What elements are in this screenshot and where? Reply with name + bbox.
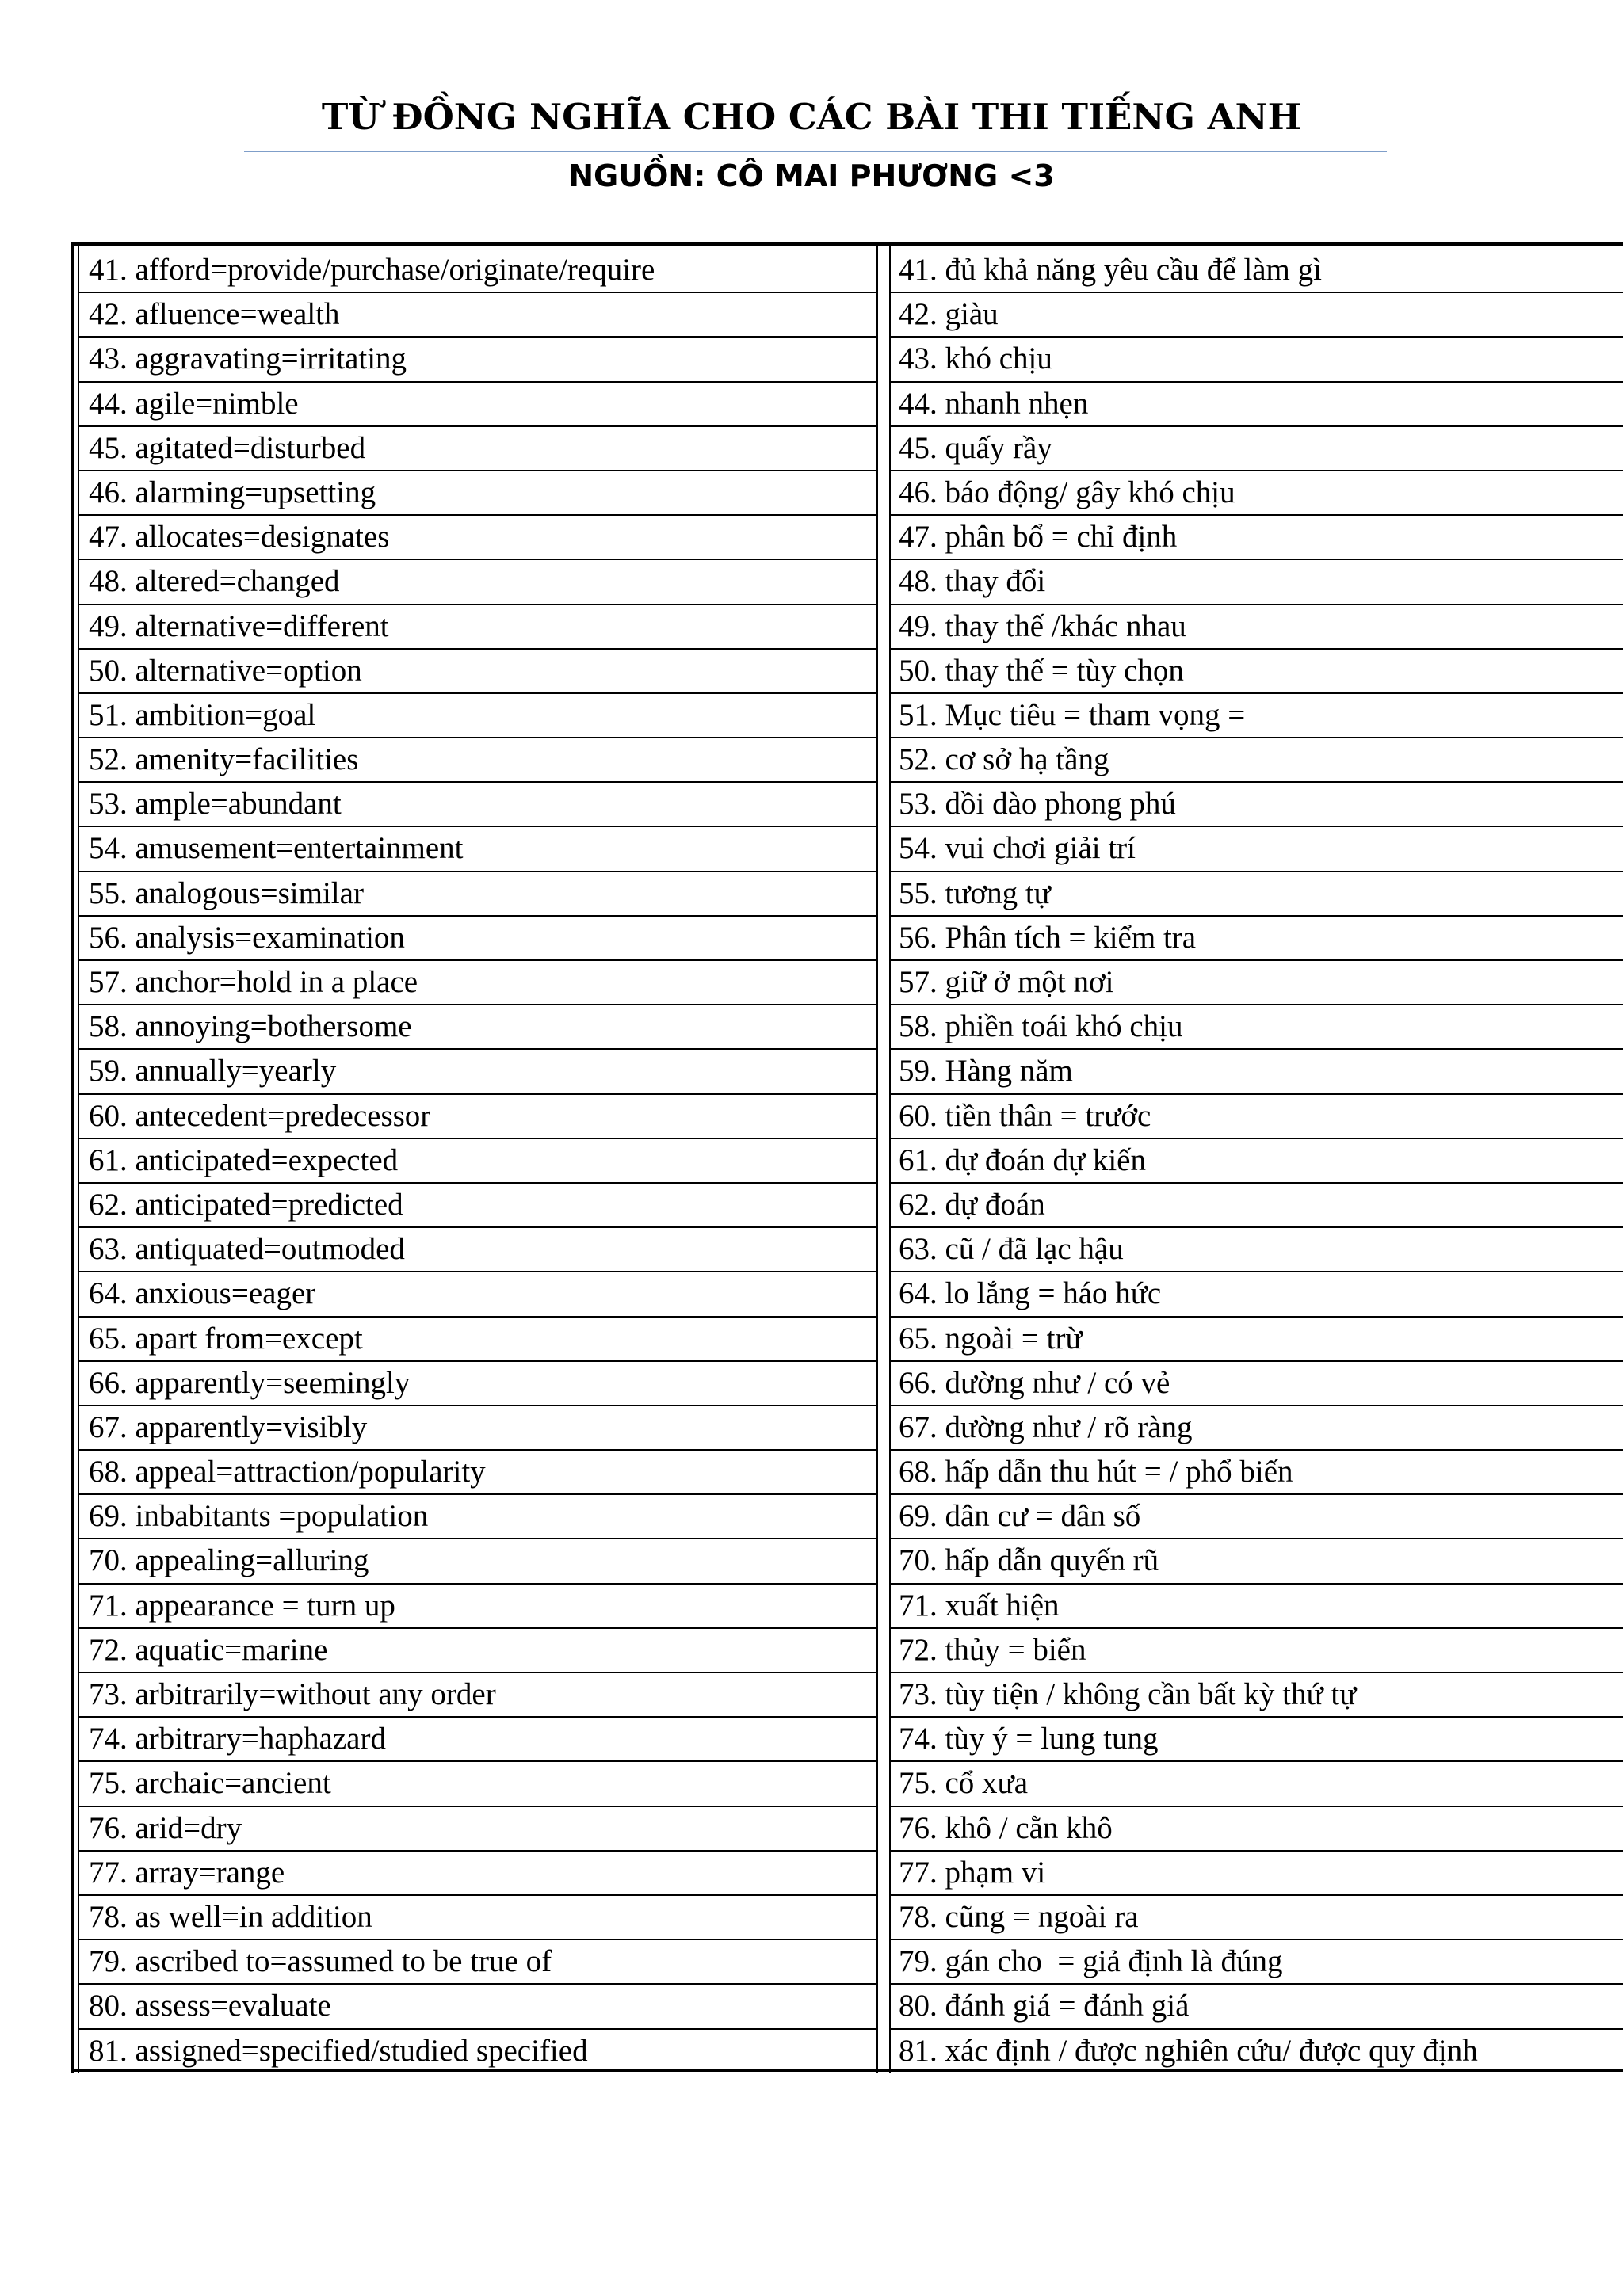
english-synonym-cell: 61. anticipated=expected <box>89 1142 399 1177</box>
vietnamese-meaning-cell: 63. cũ / đã lạc hậu <box>899 1232 1124 1267</box>
english-synonym-cell: 78. as well=in addition <box>89 1899 372 1934</box>
english-synonym-cell: 80. assess=evaluate <box>89 1989 331 2023</box>
english-synonym-cell: 68. appeal=attraction/popularity <box>89 1455 486 1489</box>
english-synonym-cell: 50. alternative=option <box>89 653 362 688</box>
table-row <box>71 1050 1623 1094</box>
table-row <box>71 471 1623 516</box>
table-row <box>71 1318 1623 1362</box>
vietnamese-meaning-cell: 54. vui chơi giải trí <box>899 831 1136 866</box>
english-synonym-cell: 76. arid=dry <box>89 1810 242 1845</box>
document-title: TỪ ĐỒNG NGHĨA CHO CÁC BÀI THI TIẾNG ANH <box>321 96 1302 138</box>
vietnamese-meaning-cell: 48. thay đổi <box>899 564 1046 599</box>
title-underline <box>244 151 1387 152</box>
english-synonym-cell: 52. amenity=facilities <box>89 742 359 777</box>
english-synonym-cell: 53. ample=abundant <box>89 787 342 822</box>
english-synonym-cell: 77. array=range <box>89 1855 285 1890</box>
english-synonym-cell: 73. arbitrarily=without any order <box>89 1677 496 1711</box>
table-row <box>71 1629 1623 1673</box>
english-synonym-cell: 47. allocates=designates <box>89 520 390 555</box>
vietnamese-meaning-cell: 65. ngoài = trừ <box>899 1321 1083 1356</box>
english-synonym-cell: 43. aggravating=irritating <box>89 341 407 376</box>
vietnamese-meaning-cell: 47. phân bổ = chỉ định <box>899 520 1178 555</box>
vietnamese-meaning-cell: 50. thay thế = tùy chọn <box>899 653 1184 688</box>
table-row <box>71 1451 1623 1495</box>
english-synonym-cell: 59. annually=yearly <box>89 1054 337 1089</box>
english-synonym-cell: 79. ascribed to=assumed to be true of <box>89 1944 552 1979</box>
table-row <box>71 1272 1623 1317</box>
table-row <box>71 249 1623 293</box>
english-synonym-cell: 65. apart from=except <box>89 1321 363 1356</box>
table-row <box>71 1406 1623 1451</box>
vietnamese-meaning-cell: 69. dân cư = dân số <box>899 1499 1141 1534</box>
english-synonym-cell: 55. analogous=similar <box>89 875 364 910</box>
english-synonym-cell: 41. afford=provide/purchase/originate/require <box>89 253 655 287</box>
table-row <box>71 650 1623 694</box>
table-row <box>71 338 1623 382</box>
english-synonym-cell: 67. apparently=visibly <box>89 1409 368 1444</box>
vietnamese-meaning-cell: 60. tiền thân = trước <box>899 1098 1151 1133</box>
vietnamese-meaning-cell: 55. tương tự <box>899 875 1051 910</box>
table-row <box>71 694 1623 738</box>
english-synonym-cell: 46. alarming=upsetting <box>89 475 376 509</box>
vietnamese-meaning-cell: 66. dường như / có vẻ <box>899 1365 1170 1400</box>
table-row <box>71 1718 1623 1762</box>
vietnamese-meaning-cell: 45. quấy rầy <box>899 430 1052 465</box>
vietnamese-meaning-cell: 43. khó chịu <box>899 341 1052 376</box>
table-row <box>71 2030 1623 2074</box>
table-row <box>71 1985 1623 2029</box>
vietnamese-meaning-cell: 76. khô / cằn khô <box>899 1810 1113 1845</box>
vietnamese-meaning-cell: 52. cơ sở hạ tầng <box>899 742 1109 777</box>
table-row <box>71 1539 1623 1584</box>
vietnamese-meaning-cell: 79. gán cho = giả định là đúng <box>899 1944 1283 1979</box>
vietnamese-meaning-cell: 81. xác định / được nghiên cứu/ được quy định <box>899 2033 1478 2068</box>
vietnamese-meaning-cell: 73. tùy tiện / không cần bất kỳ thứ tự <box>899 1677 1357 1711</box>
table-top-border <box>71 242 1623 246</box>
vietnamese-meaning-cell: 51. Mục tiêu = tham vọng = <box>899 697 1246 732</box>
table-bottom-border <box>71 2069 1623 2072</box>
english-synonym-cell: 60. antecedent=predecessor <box>89 1098 431 1133</box>
english-synonym-cell: 71. appearance = turn up <box>89 1588 395 1623</box>
table-row <box>71 1228 1623 1272</box>
vocabulary-table <box>71 242 1623 2073</box>
english-synonym-cell: 75. archaic=ancient <box>89 1766 331 1801</box>
table-row <box>71 1673 1623 1718</box>
table-row <box>71 1852 1623 1896</box>
english-synonym-cell: 72. aquatic=marine <box>89 1632 328 1667</box>
vietnamese-meaning-cell: 46. báo động/ gây khó chịu <box>899 475 1235 509</box>
document-subtitle: NGUỒN: CÔ MAI PHƯƠNG <3 <box>568 158 1055 193</box>
vietnamese-meaning-cell: 70. hấp dẫn quyến rũ <box>899 1543 1159 1578</box>
english-synonym-cell: 57. anchor=hold in a place <box>89 965 418 999</box>
english-synonym-cell: 49. alternative=different <box>89 608 389 643</box>
vietnamese-meaning-cell: 58. phiền toái khó chịu <box>899 1009 1183 1044</box>
english-synonym-cell: 74. arbitrary=haphazard <box>89 1722 386 1756</box>
vietnamese-meaning-cell: 41. đủ khả năng yêu cầu để làm gì <box>899 253 1322 287</box>
vietnamese-meaning-cell: 57. giữ ở một nơi <box>899 965 1114 999</box>
english-synonym-cell: 66. apparently=seemingly <box>89 1365 411 1400</box>
table-row <box>71 1362 1623 1406</box>
vietnamese-meaning-cell: 72. thủy = biển <box>899 1632 1086 1667</box>
table-row <box>71 1940 1623 1985</box>
vietnamese-meaning-cell: 53. dồi dào phong phú <box>899 787 1176 822</box>
vietnamese-meaning-cell: 68. hấp dẫn thu hút = / phổ biến <box>899 1455 1293 1489</box>
english-synonym-cell: 44. agile=nimble <box>89 386 299 421</box>
table-row <box>71 1495 1623 1539</box>
table-row <box>71 383 1623 427</box>
vietnamese-meaning-cell: 64. lo lắng = háo hức <box>899 1276 1162 1311</box>
english-synonym-cell: 56. analysis=examination <box>89 920 405 955</box>
vietnamese-meaning-cell: 59. Hàng năm <box>899 1054 1073 1089</box>
vietnamese-meaning-cell: 67. dường như / rõ ràng <box>899 1409 1193 1444</box>
vietnamese-meaning-cell: 62. dự đoán <box>899 1187 1045 1222</box>
table-row <box>71 738 1623 783</box>
table-row <box>71 872 1623 917</box>
table-row <box>71 293 1623 338</box>
english-synonym-cell: 54. amusement=entertainment <box>89 831 464 866</box>
table-row <box>71 1762 1623 1806</box>
table-row <box>71 1896 1623 1940</box>
vietnamese-meaning-cell: 42. giàu <box>899 297 999 332</box>
vietnamese-meaning-cell: 71. xuất hiện <box>899 1588 1060 1623</box>
vietnamese-meaning-cell: 78. cũng = ngoài ra <box>899 1899 1139 1934</box>
english-synonym-cell: 81. assigned=specified/studied specified <box>89 2033 588 2068</box>
table-row <box>71 1807 1623 1852</box>
english-synonym-cell: 64. anxious=eager <box>89 1276 316 1311</box>
vietnamese-meaning-cell: 75. cổ xưa <box>899 1766 1029 1801</box>
vietnamese-meaning-cell: 56. Phân tích = kiểm tra <box>899 920 1197 955</box>
vietnamese-meaning-cell: 49. thay thế /khác nhau <box>899 608 1186 643</box>
vietnamese-meaning-cell: 77. phạm vi <box>899 1855 1046 1890</box>
table-row <box>71 1095 1623 1139</box>
english-synonym-cell: 48. altered=changed <box>89 564 340 599</box>
table-rows <box>71 249 1623 2074</box>
vietnamese-meaning-cell: 74. tùy ý = lung tung <box>899 1722 1159 1756</box>
table-row <box>71 427 1623 471</box>
english-synonym-cell: 42. afluence=wealth <box>89 297 340 332</box>
table-row <box>71 917 1623 961</box>
table-row <box>71 783 1623 827</box>
vietnamese-meaning-cell: 80. đánh giá = đánh giá <box>899 1989 1190 2023</box>
vietnamese-meaning-cell: 61. dự đoán dự kiến <box>899 1142 1146 1177</box>
english-synonym-cell: 69. inbabitants =population <box>89 1499 429 1534</box>
english-synonym-cell: 51. ambition=goal <box>89 697 316 732</box>
english-synonym-cell: 63. antiquated=outmoded <box>89 1232 405 1267</box>
table-row <box>71 961 1623 1005</box>
table-row <box>71 1585 1623 1629</box>
table-row <box>71 1005 1623 1050</box>
table-row <box>71 827 1623 871</box>
english-synonym-cell: 45. agitated=disturbed <box>89 430 366 465</box>
vietnamese-meaning-cell: 44. nhanh nhẹn <box>899 386 1089 421</box>
table-row <box>71 1184 1623 1228</box>
english-synonym-cell: 58. annoying=bothersome <box>89 1009 412 1044</box>
english-synonym-cell: 70. appealing=alluring <box>89 1543 369 1578</box>
table-row <box>71 516 1623 560</box>
english-synonym-cell: 62. anticipated=predicted <box>89 1187 403 1222</box>
table-row <box>71 1139 1623 1184</box>
table-row <box>71 605 1623 650</box>
table-row <box>71 560 1623 605</box>
